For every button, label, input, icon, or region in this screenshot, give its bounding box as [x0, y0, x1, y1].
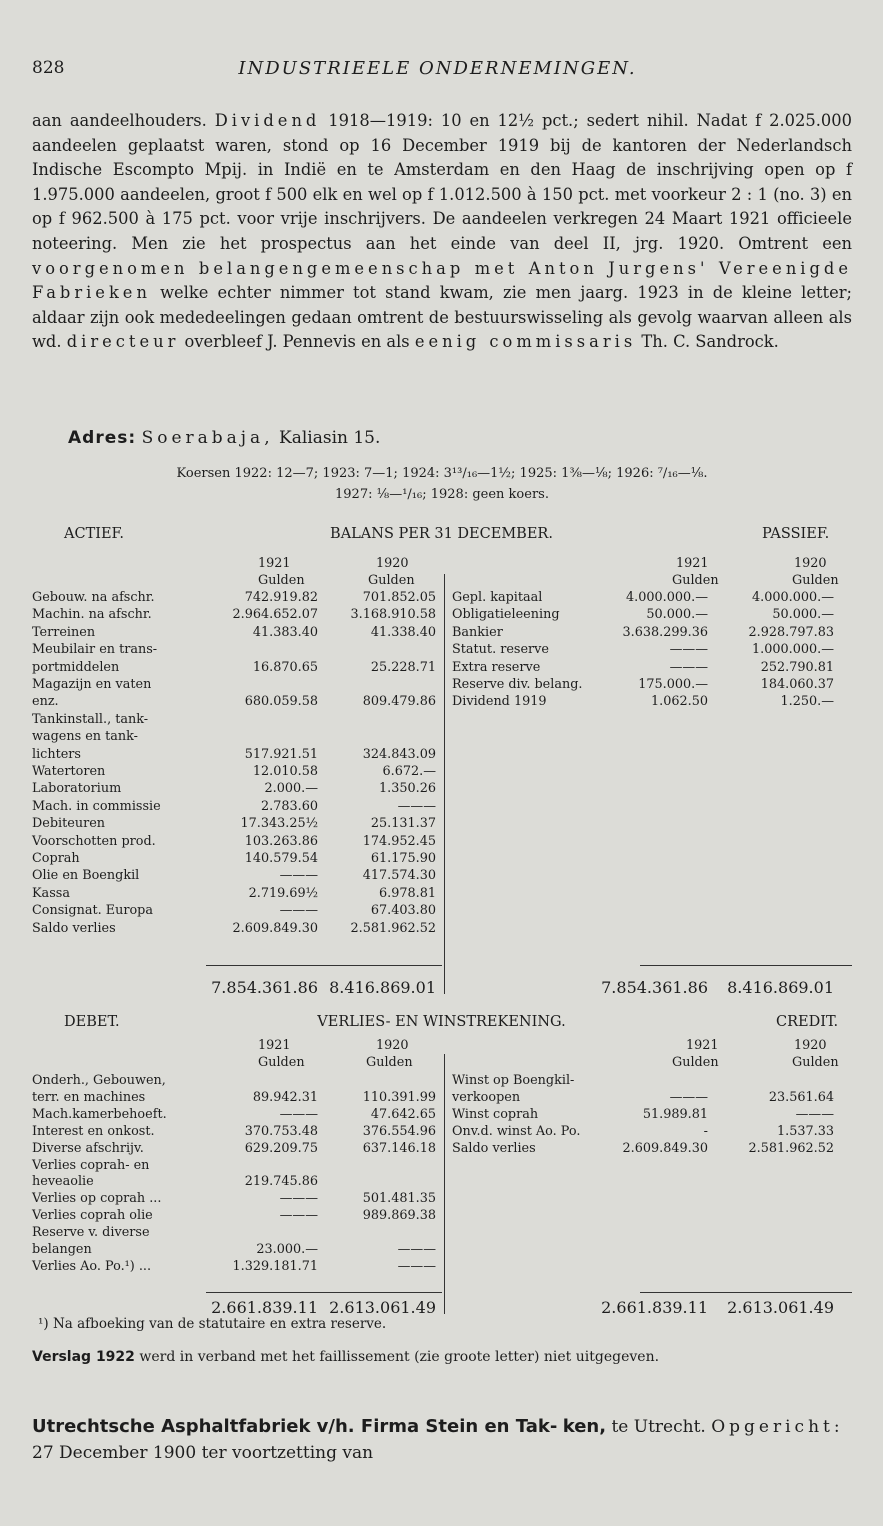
balans-right-v1921: 175.000.—: [638, 677, 708, 692]
balans-rule-left: [206, 965, 442, 966]
balans-left-label: Olie en Boengkil: [32, 868, 140, 884]
balans-unit-right-2: Gulden: [792, 573, 839, 588]
running-title: INDUSTRIEELE ONDERNEMINGEN.: [238, 58, 637, 79]
footnote: [38, 1316, 386, 1332]
winst-left-label: terr. en machines: [32, 1089, 146, 1105]
balans-left-v1921: 17.343.25½: [240, 816, 318, 832]
balans-left-label: wagens en tank-: [32, 729, 138, 745]
winst-left-v1921: 89.942.31: [252, 1089, 318, 1105]
balans-left-v1920: 1.350.26: [379, 781, 436, 797]
balans-left-v1921: 103.263.86: [244, 833, 318, 849]
balans-left-v1921: 2.783.60: [261, 798, 318, 814]
intro-spaced-dividend: Dividend: [214, 111, 321, 130]
address-city: Soerabaja,: [141, 428, 274, 448]
winst-right-v1920: 1.537.33: [777, 1123, 834, 1139]
balans-left-v1920: 25.228.71: [370, 659, 436, 675]
balans-left-v1921: 12.010.58: [252, 764, 318, 779]
balans-left-label: Magazijn en vaten: [32, 677, 152, 692]
winst-left-label: Verlies coprah olie: [32, 1208, 153, 1224]
balans-total-right-1921: 7.854.361.86: [601, 978, 708, 997]
balans-left-label: Watertoren: [32, 764, 106, 779]
winst-right-v1921: 2.609.849.30: [622, 1140, 708, 1156]
balans-left-label: Meubilair en trans-: [32, 642, 158, 658]
balans-total-left-1920: 8.416.869.01: [329, 978, 436, 997]
balans-total-right-1920: 8.416.869.01: [727, 978, 834, 997]
winst-left-label: Verlies Ao. Po.¹) ...: [32, 1258, 152, 1274]
balans-left-label: Gebouw. na afschr.: [32, 590, 155, 605]
balans-left-label: Saldo verlies: [32, 920, 116, 936]
koersen-line-1: Koersen 1922: 12—7; 1923: 7—1; 1924: 3¹³/₁₆—1½; 1925: 1⅜—⅛; 1926: ⁷/₁₆—⅛.: [176, 466, 708, 481]
balans-rule-right: [640, 965, 852, 966]
balans-right-v1920: 184.060.37: [760, 677, 834, 692]
balans-right-v1921: 50.000.—: [646, 607, 708, 623]
footnote-text: Na afboeking van de statutaire en extra reserve.: [52, 1316, 387, 1332]
balans-left-label: enz.: [32, 694, 59, 710]
winst-year-right-1920: 1920: [794, 1038, 827, 1053]
winst-year-right-1921: 1921: [686, 1038, 719, 1053]
intro-paragraph: [32, 109, 852, 355]
balans-left-v1921: 2.964.652.07: [232, 607, 318, 623]
winst-left-v1920: 501.481.35: [362, 1191, 436, 1207]
koersen-line-2: 1927: ⅛—¹/₁₆; 1928: geen koers.: [335, 487, 549, 502]
intro-text: overbleef J. Pennevis en als: [184, 332, 410, 352]
balans-left-v1921: 2.000.—: [264, 781, 318, 797]
winst-right-label: Winst op Boengkil-: [452, 1073, 575, 1088]
balans-right-v1920: 4.000.000.—: [752, 590, 834, 605]
actief-label: ACTIEF.: [64, 526, 124, 542]
winst-rule-right: [640, 1292, 852, 1293]
winst-left-label: Verlies op coprah ...: [32, 1191, 162, 1207]
winst-left-label: Onderh., Gebouwen,: [32, 1073, 166, 1088]
balans-unit-right-1: Gulden: [672, 573, 719, 588]
balans-left-v1920: 67.403.80: [370, 903, 436, 919]
balans-left-v1920: 809.479.86: [362, 694, 436, 710]
winst-title: VERLIES- EN WINSTREKENING.: [317, 1014, 566, 1030]
balans-left-v1920: 41.338.40: [370, 624, 436, 640]
winst-right-v1920: 2.581.962.52: [748, 1140, 834, 1156]
balans-right-v1920: 252.790.81: [760, 659, 834, 675]
passief-label: PASSIEF.: [762, 526, 830, 542]
balans-left-v1920: 417.574.30: [362, 868, 436, 884]
balans-left-v1921: 16.870.65: [252, 659, 318, 675]
balans-right-v1920: 1.250.—: [780, 694, 834, 710]
verslag-note: [32, 1348, 852, 1367]
footnote-marker: ¹): [38, 1316, 49, 1332]
balans-left-label: Laboratorium: [32, 781, 122, 797]
balans-left-v1921: 41.383.40: [252, 624, 318, 640]
balans-right-v1921: 1.062.50: [651, 694, 708, 710]
intro-text: 1918—1919: 10 en 12½ pct.; sedert nihil. Nadat f 2.025.000 aandeelen geplaatst waren, stond op 16 December 1919 bij de kantoren der Nederlandsch Indische Escompto Mpij. in Indië en te Amsterdam en den Haag de inschrijving open op f 1.975.000 aandeelen, groot f 500 elk en wel op f 1.012.500 à 150 pct. met voorkeur 2 : 1 (no. 3) en op f 962.500 à 175 pct. voor vrije inschrijvers. De aandeelen verkregen 24 Maart 1921 officieele noteering. Men zie het prospectus aan het einde van deel II, jrg. 1920. Omtrent een: [32, 111, 852, 253]
winst-left-label: Interest en onkost.: [32, 1123, 155, 1139]
intro-text: aan aandeelhouders.: [32, 111, 207, 130]
winst-left-v1921: 23.000.—: [256, 1242, 318, 1257]
winst-left-v1921: ———: [279, 1191, 318, 1207]
balans-year-left-1921: 1921: [258, 556, 291, 571]
balans-left-v1920: ———: [397, 798, 436, 814]
winst-left-v1920: ———: [397, 1242, 436, 1257]
balans-left-label: Voorschotten prod.: [32, 833, 156, 849]
winst-total-left-1920: 2.613.061.49: [329, 1298, 436, 1317]
balans-left-label: Kassa: [32, 885, 70, 901]
winst-rule-left: [206, 1292, 442, 1293]
winst-total-right-1920: 2.613.061.49: [727, 1298, 834, 1317]
intro-text: Th. C. Sandrock.: [641, 332, 779, 352]
balans-left-label: lichters: [32, 746, 81, 762]
balans-left-v1920: 6.672.—: [382, 764, 436, 779]
debet-label: DEBET.: [64, 1014, 120, 1030]
winst-unit-left-1: Gulden: [258, 1055, 305, 1070]
balans-left-v1920: 25.131.37: [370, 816, 436, 832]
balans-right-label: Reserve div. belang.: [452, 677, 583, 692]
balans-left-v1921: 140.579.54: [244, 851, 318, 866]
winst-divider: [444, 1054, 445, 1314]
balans-left-v1921: ———: [279, 868, 318, 884]
intro-spaced-belangen: voorgenomen belangengemeenschap met Anton Jurgens' Vereenigde Fabrieken: [32, 258, 852, 303]
balans-left-v1920: 174.952.45: [362, 833, 436, 849]
next-entry-name-cont: ken,: [562, 1416, 607, 1437]
balans-right-label: Gepl. kapitaal: [452, 590, 543, 605]
winst-year-left-1921: 1921: [258, 1038, 291, 1053]
balans-right-v1921: 3.638.299.36: [622, 624, 708, 640]
balans-left-label: Coprah: [32, 851, 80, 866]
balans-left-label: portmiddelen: [32, 659, 120, 675]
balans-right-label: Bankier: [452, 624, 503, 640]
winst-left-v1920: 376.554.96: [362, 1123, 436, 1139]
next-entry: [32, 1414, 852, 1466]
winst-left-v1921: 370.753.48: [244, 1123, 318, 1139]
next-entry-location: te Utrecht.: [611, 1417, 706, 1437]
balans-left-label: Mach. in commissie: [32, 798, 161, 814]
balans-unit-left-2: Gulden: [368, 573, 415, 588]
balans-divider: [444, 574, 445, 994]
winst-right-v1921: ———: [669, 1089, 708, 1105]
balans-left-v1921: 517.921.51: [244, 746, 318, 762]
winst-year-left-1920: 1920: [376, 1038, 409, 1053]
balans-right-v1921: 4.000.000.—: [626, 590, 708, 605]
page-number: 828: [32, 58, 65, 78]
credit-label: CREDIT.: [776, 1014, 839, 1030]
balans-left-label: Debiteuren: [32, 816, 106, 832]
verslag-note-text: werd in verband met het faillissement (zie groote letter) niet uitgegeven.: [139, 1349, 660, 1365]
balans-right-label: Extra reserve: [452, 659, 541, 675]
next-entry-text: 27 December 1900 ter voortzetting van: [32, 1443, 374, 1463]
balans-left-label: Tankinstall., tank-: [32, 711, 149, 727]
winst-right-label: Saldo verlies: [452, 1140, 536, 1156]
winst-left-v1921: 629.209.75: [244, 1140, 318, 1156]
winst-left-label: Diverse afschrijv.: [32, 1140, 144, 1156]
balans-left-v1921: 2.719.69½: [248, 885, 318, 901]
balans-year-right-1920: 1920: [794, 556, 827, 571]
winst-total-left-1921: 2.661.839.11: [211, 1298, 318, 1317]
winst-total-right-1921: 2.661.839.11: [601, 1298, 708, 1317]
balans-year-left-1920: 1920: [376, 556, 409, 571]
next-entry-opgericht-label: Opgericht:: [711, 1417, 844, 1437]
balans-left-v1920: 701.852.05: [362, 590, 436, 605]
winst-right-v1920: ———: [795, 1106, 834, 1122]
winst-unit-right-1: Gulden: [672, 1055, 719, 1070]
balans-left-v1920: 324.843.09: [362, 746, 436, 762]
winst-right-v1921: 51.989.81: [642, 1106, 708, 1122]
balans-right-v1920: 2.928.797.83: [748, 624, 834, 640]
balans-left-v1920: 6.978.81: [379, 885, 436, 901]
balans-right-label: Statut. reserve: [452, 642, 549, 658]
winst-unit-left-2: Gulden: [366, 1055, 413, 1070]
balans-left-label: Terreinen: [32, 624, 96, 640]
winst-right-label: verkoopen: [452, 1089, 521, 1105]
winst-left-label: belangen: [32, 1242, 92, 1257]
winst-left-label: Verlies coprah- en: [32, 1157, 150, 1173]
winst-unit-right-2: Gulden: [792, 1055, 839, 1070]
balans-left-v1921: 2.609.849.30: [232, 920, 318, 936]
balans-left-label: Consignat. Europa: [32, 903, 153, 919]
winst-right-v1921: -: [703, 1123, 708, 1139]
address-label: Adres:: [68, 428, 137, 448]
winst-left-label: Mach.kamerbehoeft.: [32, 1106, 167, 1122]
balans-right-v1921: ———: [669, 659, 708, 675]
winst-left-v1921: 219.745.86: [244, 1174, 318, 1190]
winst-left-v1921: ———: [279, 1208, 318, 1224]
verslag-note-bold: Verslag 1922: [32, 1349, 135, 1365]
address-line: [68, 428, 380, 448]
balans-left-v1920: 3.168.910.58: [350, 607, 436, 623]
winst-left-v1920: 637.146.18: [362, 1140, 436, 1156]
intro-spaced-directeur: directeur: [66, 332, 180, 352]
balans-left-v1921: ———: [279, 903, 318, 919]
balans-year-right-1921: 1921: [676, 556, 709, 571]
page-header: [32, 58, 843, 84]
balans-left-label: Machin. na afschr.: [32, 607, 152, 623]
winst-left-label: Reserve v. diverse: [32, 1225, 150, 1241]
balans-total-left-1921: 7.854.361.86: [211, 978, 318, 997]
balans-right-v1920: 1.000.000.—: [752, 642, 834, 658]
next-entry-name: Utrechtsche Asphaltfabriek v/h. Firma Stein en Tak-: [32, 1416, 558, 1437]
intro-text: welke echter nimmer tot stand kwam, zie men jaarg. 1923 in de kleine letter; aldaar zijn ook mededeelingen gedaan omtrent de bestuurswisseling als gevolg waarvan alleen als wd.: [32, 283, 852, 352]
balans-left-v1920: 61.175.90: [370, 851, 436, 866]
balans-right-v1920: 50.000.—: [772, 607, 834, 623]
balans-right-label: Obligatieleening: [452, 607, 560, 623]
winst-left-v1921: 1.329.181.71: [232, 1258, 318, 1274]
balans-title: BALANS PER 31 DECEMBER.: [330, 526, 553, 542]
winst-left-v1920: 110.391.99: [362, 1089, 436, 1105]
winst-left-v1921: ———: [279, 1106, 318, 1122]
balans-right-label: Dividend 1919: [452, 694, 547, 710]
balans-left-v1920: 2.581.962.52: [350, 920, 436, 936]
winst-left-v1920: 989.869.38: [362, 1208, 436, 1224]
winst-right-label: Onv.d. winst Ao. Po.: [452, 1123, 581, 1139]
winst-left-v1920: ———: [397, 1258, 436, 1274]
balans-left-v1921: 680.059.58: [244, 694, 318, 710]
balans-right-v1921: ———: [669, 642, 708, 658]
intro-spaced-commissaris: eenig commissaris: [414, 332, 637, 352]
address-street: Kaliasin 15.: [279, 428, 381, 448]
balans-left-v1921: 742.919.82: [244, 590, 318, 605]
winst-left-label: heveaolie: [32, 1174, 94, 1190]
winst-left-v1920: 47.642.65: [370, 1106, 436, 1122]
winst-right-label: Winst coprah: [452, 1106, 539, 1122]
balans-unit-left-1: Gulden: [258, 573, 305, 588]
winst-right-v1920: 23.561.64: [768, 1089, 834, 1105]
